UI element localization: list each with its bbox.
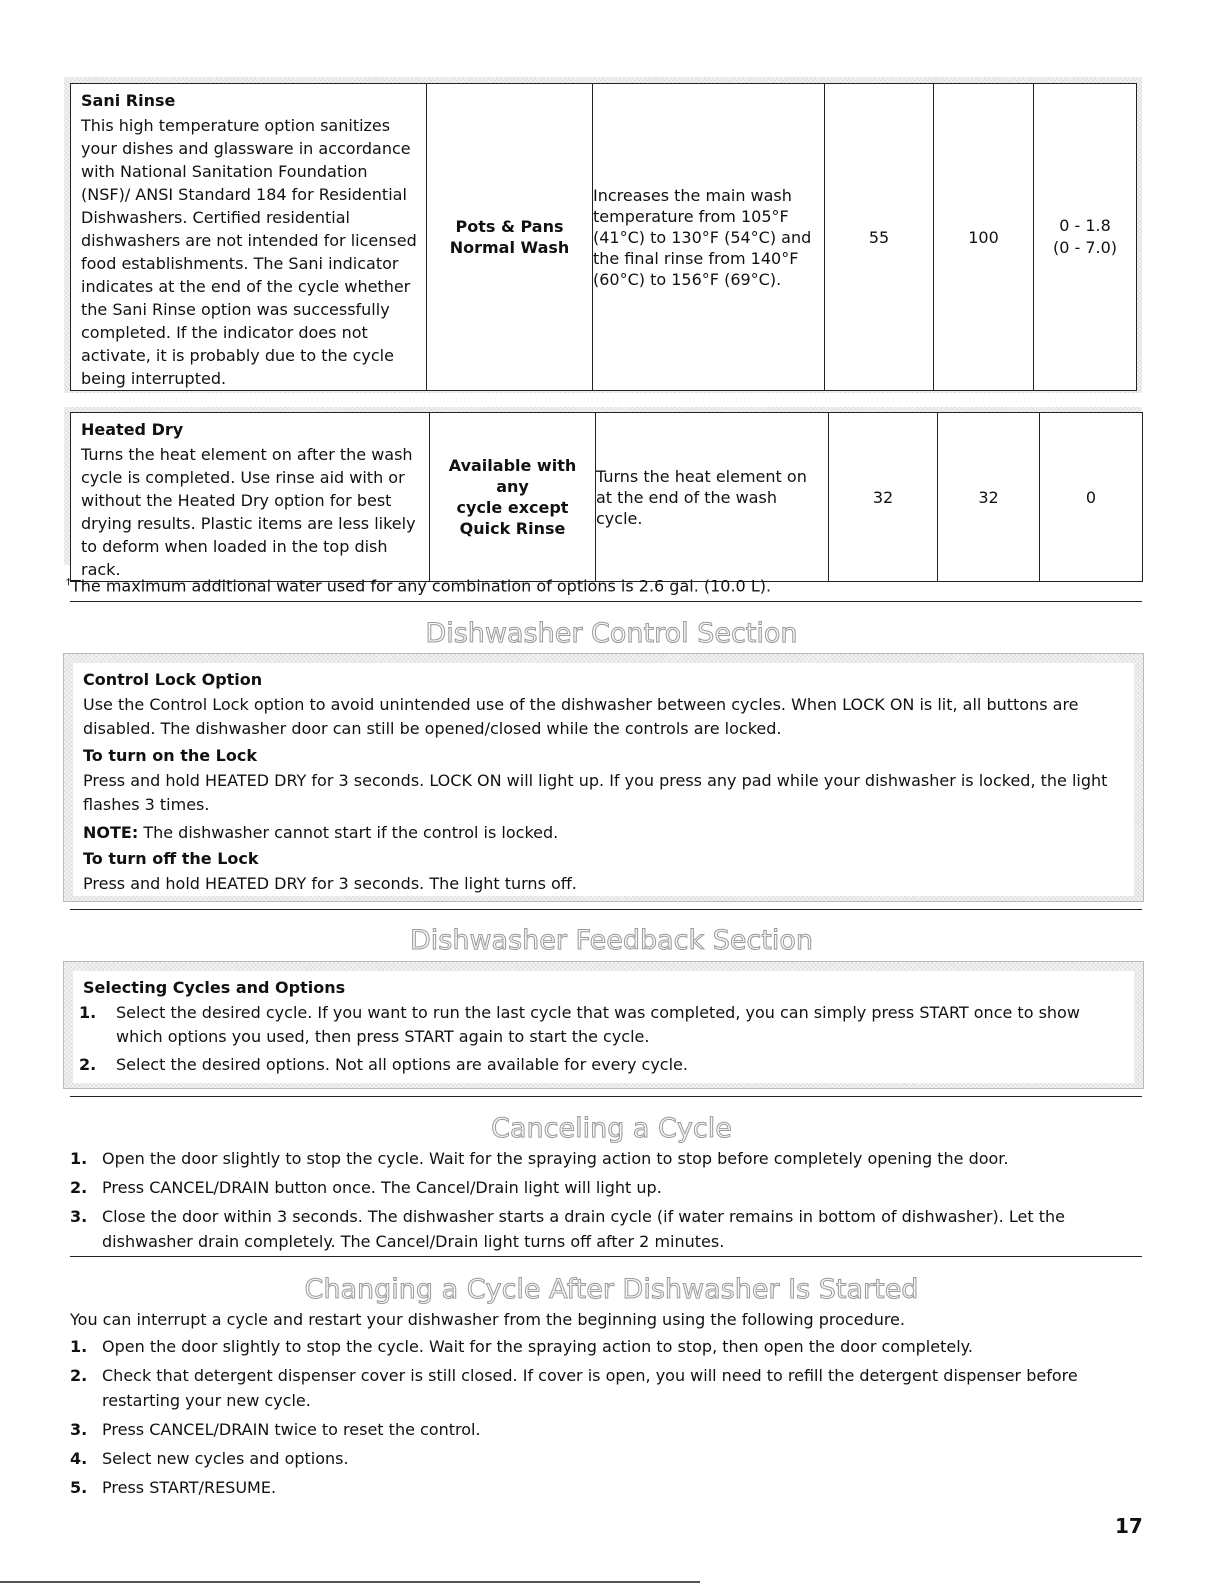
list-number: 1. bbox=[70, 1149, 88, 1168]
control-lock-intro: Use the Control Lock option to avoid unintended use of the dishwasher between cycles. When LOCK ON is lit, all buttons are disabled. The dishwasher door can still be opened/closed while the controls are locked. bbox=[83, 695, 1079, 738]
turn-off-lock-title: To turn off the Lock bbox=[83, 849, 259, 868]
list-text: Press CANCEL/DRAIN twice to reset the control. bbox=[102, 1420, 481, 1439]
list-text: Close the door within 3 seconds. The dishwasher starts a drain cycle (if water remains in bottom of dishwasher). Let the dishwasher drain completely. The Cancel/Drain light turns off after 2 minutes. bbox=[102, 1207, 1065, 1251]
selecting-cycles-box bbox=[63, 961, 1144, 1089]
heated-dry-cycle-2: cycle except bbox=[456, 498, 569, 517]
turn-off-lock-text: Press and hold HEATED DRY for 3 seconds. The light turns off. bbox=[83, 874, 577, 893]
list-number: 1. bbox=[70, 1337, 88, 1356]
feedback-section-heading: Dishwasher Feedback Section bbox=[409, 925, 814, 956]
bottom-edge-line bbox=[0, 1581, 700, 1583]
canceling-item bbox=[70, 1175, 1070, 1200]
selecting-cycles-title: Selecting Cycles and Options bbox=[83, 978, 346, 997]
changing-item bbox=[70, 1334, 1080, 1359]
changing-item bbox=[70, 1363, 1080, 1413]
changing-section-heading: Changing a Cycle After Dishwasher Is Started bbox=[304, 1274, 919, 1305]
heated-dry-value-1: 32 bbox=[829, 413, 938, 582]
divider-1 bbox=[70, 601, 1142, 602]
canceling-section-heading: Canceling a Cycle bbox=[491, 1113, 732, 1144]
divider-2 bbox=[70, 909, 1142, 910]
heated-dry-table bbox=[70, 412, 1143, 582]
sani-rinse-description: This high temperature option sanitizes your dishes and glassware in accordance with National Sanitation Foundation (NSF)/ ANSI Standard 184 for Residential Dishwashers. Certified residential dishwashers are not intended for licensed food establishments. The Sani indicator indicates at the end of the cycle whether the Sani Rinse option was successfully completed. If the indicator does not activate, it is probably due to the cycle being interrupted. bbox=[81, 116, 417, 388]
divider-4 bbox=[70, 1256, 1142, 1257]
heated-dry-cycle-1: Available with any bbox=[448, 456, 577, 496]
turn-on-lock-title: To turn on the Lock bbox=[83, 746, 257, 765]
sani-rinse-title: Sani Rinse bbox=[81, 91, 176, 110]
canceling-item bbox=[70, 1204, 1070, 1254]
sani-rinse-description-cell bbox=[71, 84, 427, 391]
sani-rinse-table bbox=[70, 83, 1137, 391]
changing-item bbox=[70, 1417, 1080, 1442]
sani-rinse-water bbox=[1034, 84, 1137, 391]
sani-rinse-cycle-1: Pots & Pans bbox=[455, 217, 564, 236]
heated-dry-description: Turns the heat element on after the wash cycle is completed. Use rinse aid with or without the Heated Dry option for best drying results. Plastic items are less likely to deform when loaded in the top dish rack. bbox=[81, 445, 416, 579]
heated-dry-effect-text: Turns the heat element on at the end of the wash cycle. bbox=[596, 466, 807, 528]
heated-dry-description-cell bbox=[71, 413, 430, 582]
list-text: Check that detergent dispenser cover is still closed. If cover is open, you will need to refill the detergent dispenser before restarting your new cycle. bbox=[102, 1366, 1078, 1410]
list-number: 4. bbox=[70, 1449, 88, 1468]
selecting-cycles-item bbox=[79, 1001, 1124, 1049]
list-number: 2. bbox=[70, 1178, 88, 1197]
control-section-heading: Dishwasher Control Section bbox=[425, 618, 798, 649]
divider-3 bbox=[70, 1096, 1142, 1097]
canceling-item bbox=[70, 1146, 1070, 1171]
control-lock-content bbox=[73, 663, 1134, 896]
turn-on-lock-text: Press and hold HEATED DRY for 3 seconds. LOCK ON will light up. If you press any pad while your dishwasher is locked, the light flashes 3 times. bbox=[83, 771, 1108, 814]
control-lock-title: Control Lock Option bbox=[83, 670, 263, 689]
heated-dry-cycle-3: Quick Rinse bbox=[459, 519, 566, 538]
list-text: Open the door slightly to stop the cycle. Wait for the spraying action to stop, then open the door completely. bbox=[102, 1337, 973, 1356]
sani-rinse-value-1: 55 bbox=[825, 84, 934, 391]
footnote bbox=[66, 572, 771, 597]
changing-item bbox=[70, 1475, 1080, 1500]
heated-dry-title: Heated Dry bbox=[81, 420, 184, 439]
changing-intro: You can interrupt a cycle and restart your dishwasher from the beginning using the following procedure. bbox=[70, 1310, 905, 1329]
list-number: 3. bbox=[70, 1420, 88, 1439]
list-text: Open the door slightly to stop the cycle. Wait for the spraying action to stop before completely opening the door. bbox=[102, 1149, 1009, 1168]
list-number: 2. bbox=[70, 1366, 88, 1385]
list-text: Press CANCEL/DRAIN button once. The Cancel/Drain light will light up. bbox=[102, 1178, 662, 1197]
canceling-list bbox=[70, 1146, 1070, 1258]
sani-rinse-effect bbox=[593, 84, 825, 391]
selecting-cycles-list bbox=[79, 1001, 1124, 1077]
note-text: The dishwasher cannot start if the control is locked. bbox=[138, 823, 559, 842]
sani-rinse-cycles bbox=[427, 84, 593, 391]
heated-dry-effect bbox=[596, 413, 829, 582]
heated-dry-cycles bbox=[430, 413, 596, 582]
sani-rinse-water-gal: 0 - 1.8 bbox=[1059, 216, 1111, 235]
control-lock-note bbox=[83, 819, 1124, 846]
footnote-text: The maximum additional water used for any combination of options is 2.6 gal. (10.0 L). bbox=[71, 576, 772, 596]
list-number: 1. bbox=[79, 1003, 97, 1022]
sani-rinse-value-2: 100 bbox=[934, 84, 1034, 391]
list-number: 3. bbox=[70, 1207, 88, 1226]
selecting-cycles-content bbox=[73, 971, 1134, 1083]
sani-rinse-water-l: (0 - 7.0) bbox=[1052, 238, 1118, 257]
sani-rinse-cycle-2: Normal Wash bbox=[449, 238, 570, 257]
footnote-mark: † bbox=[66, 577, 71, 588]
selecting-cycles-item bbox=[79, 1053, 1124, 1077]
list-text: Select new cycles and options. bbox=[102, 1449, 349, 1468]
list-number: 2. bbox=[79, 1055, 97, 1074]
control-lock-box bbox=[63, 653, 1144, 902]
list-text: Press START/RESUME. bbox=[102, 1478, 277, 1497]
list-text: Select the desired cycle. If you want to run the last cycle that was completed, you can simply press START once to show which options you used, then press START again to start the cycle. bbox=[116, 1003, 1080, 1046]
note-label: NOTE: bbox=[83, 823, 139, 842]
changing-list bbox=[70, 1334, 1080, 1504]
sani-rinse-effect-text: Increases the main wash temperature from 105°F (41°C) to 130°F (54°C) and the final rinse from 140°F (60°C) to 156°F (69°C). bbox=[593, 185, 812, 289]
changing-item bbox=[70, 1446, 1080, 1471]
list-number: 5. bbox=[70, 1478, 88, 1497]
heated-dry-value-2: 32 bbox=[938, 413, 1040, 582]
list-text: Select the desired options. Not all options are available for every cycle. bbox=[116, 1055, 688, 1074]
page-number: 17 bbox=[1115, 1514, 1143, 1538]
heated-dry-water: 0 bbox=[1040, 413, 1143, 582]
